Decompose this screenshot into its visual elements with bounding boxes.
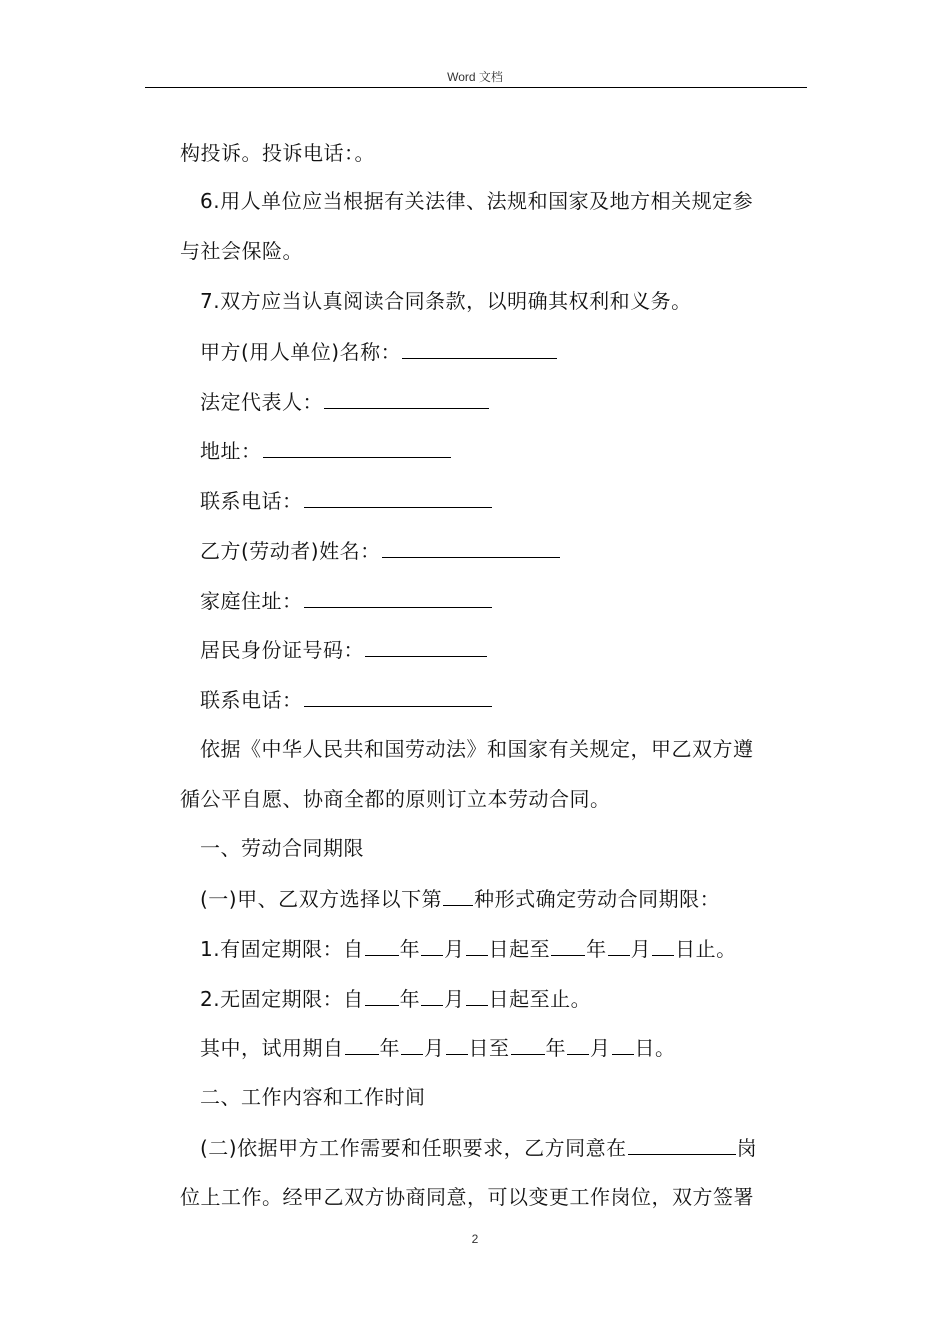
month-text: 月 bbox=[424, 1036, 445, 1060]
legal-rep-label: 法定代表人： bbox=[200, 390, 323, 414]
fixed-term-label: 1.有固定期限：自 bbox=[200, 937, 364, 961]
probation-start-month-blank bbox=[401, 1034, 423, 1055]
legal-rep-field bbox=[200, 388, 490, 415]
probation-start-year-blank bbox=[345, 1034, 379, 1055]
position-line-cont: 位上工作。经甲乙双方协商同意，可以变更工作岗位，双方签署 bbox=[180, 1185, 754, 1209]
address-blank bbox=[263, 437, 451, 458]
day-from-text: 日起至 bbox=[488, 937, 551, 961]
phone-a-blank bbox=[304, 487, 492, 508]
party-a-name-blank bbox=[402, 338, 557, 359]
start-month-blank bbox=[421, 935, 443, 956]
probation-line bbox=[200, 1034, 676, 1061]
start-day-blank bbox=[466, 935, 488, 956]
section-1-heading: 一、劳动合同期限 bbox=[200, 836, 364, 860]
month-text: 月 bbox=[590, 1036, 611, 1060]
day-end-text: 日止。 bbox=[675, 937, 737, 961]
open-year-blank bbox=[365, 985, 399, 1006]
year-text: 年 bbox=[399, 937, 421, 961]
term-choice-line bbox=[200, 885, 720, 912]
year-text: 年 bbox=[399, 987, 421, 1011]
legal-rep-blank bbox=[324, 388, 489, 409]
position-text-end: 岗 bbox=[736, 1136, 758, 1160]
year-text: 年 bbox=[545, 1036, 566, 1060]
home-address-blank bbox=[304, 587, 492, 608]
term-choice-blank bbox=[443, 885, 473, 906]
preamble-line-2: 循公平自愿、协商全都的原则订立本劳动合同。 bbox=[180, 787, 611, 811]
home-address-label: 家庭住址： bbox=[200, 589, 303, 613]
open-day-blank bbox=[466, 985, 488, 1006]
term-choice-text: (一)甲、乙双方选择以下第 bbox=[200, 887, 443, 911]
open-term-label: 2.无固定期限：自 bbox=[200, 987, 364, 1011]
probation-end-year-blank bbox=[511, 1034, 545, 1055]
id-number-field bbox=[200, 636, 488, 663]
id-number-label: 居民身份证号码： bbox=[200, 638, 364, 662]
open-term-end: 日起至止。 bbox=[488, 987, 592, 1011]
clause-6-cont: 与社会保险。 bbox=[180, 239, 303, 263]
probation-start-day-blank bbox=[446, 1034, 468, 1055]
header-rule bbox=[145, 87, 807, 88]
phone-b-label: 联系电话： bbox=[200, 688, 303, 712]
party-a-name-label: 甲方(用人单位)名称： bbox=[200, 340, 402, 364]
probation-end-month-blank bbox=[567, 1034, 589, 1055]
header-title: Word 文档 bbox=[447, 70, 503, 84]
open-month-blank bbox=[421, 985, 443, 1006]
end-month-blank bbox=[608, 935, 630, 956]
body-line-1: 构投诉。投诉电话：。 bbox=[180, 141, 375, 165]
probation-end-day-blank bbox=[612, 1034, 634, 1055]
term-choice-text-end: 种形式确定劳动合同期限： bbox=[474, 887, 721, 911]
section-2-heading: 二、工作内容和工作时间 bbox=[200, 1085, 426, 1109]
end-year-blank bbox=[551, 935, 585, 956]
open-term-line bbox=[200, 985, 591, 1012]
position-text: (二)依据甲方工作需要和任职要求，乙方同意在 bbox=[200, 1136, 627, 1160]
probation-label: 其中，试用期自 bbox=[200, 1036, 344, 1060]
clause-6: 6.用人单位应当根据有关法律、法规和国家及地方相关规定参 bbox=[200, 189, 754, 213]
start-year-blank bbox=[365, 935, 399, 956]
year-text: 年 bbox=[586, 937, 607, 961]
day-to-text: 日至 bbox=[468, 1036, 510, 1060]
end-day-blank bbox=[652, 935, 674, 956]
id-number-blank bbox=[365, 636, 487, 657]
page-number: 2 bbox=[471, 1232, 479, 1246]
party-b-name-field bbox=[200, 537, 561, 564]
month-text: 月 bbox=[444, 937, 465, 961]
year-text: 年 bbox=[379, 1036, 400, 1060]
fixed-term-line bbox=[200, 935, 737, 962]
phone-a-field bbox=[200, 487, 493, 514]
month-text: 月 bbox=[444, 987, 465, 1011]
address-label: 地址： bbox=[200, 439, 262, 463]
day-period-text: 日。 bbox=[634, 1036, 676, 1060]
preamble-line-1: 依据《中华人民共和国劳动法》和国家有关规定，甲乙双方遵 bbox=[200, 737, 754, 761]
home-address-field bbox=[200, 587, 493, 614]
phone-b-blank bbox=[304, 686, 492, 707]
party-b-name-label: 乙方(劳动者)姓名： bbox=[200, 539, 381, 563]
position-blank bbox=[628, 1134, 736, 1155]
month-text: 月 bbox=[630, 937, 652, 961]
party-b-name-blank bbox=[382, 537, 560, 558]
address-field bbox=[200, 437, 452, 464]
position-line bbox=[200, 1134, 757, 1161]
phone-b-field bbox=[200, 686, 493, 713]
clause-7: 7.双方应当认真阅读合同条款，以明确其权利和义务。 bbox=[200, 289, 692, 313]
phone-a-label: 联系电话： bbox=[200, 489, 303, 513]
party-a-name-field bbox=[200, 338, 558, 365]
